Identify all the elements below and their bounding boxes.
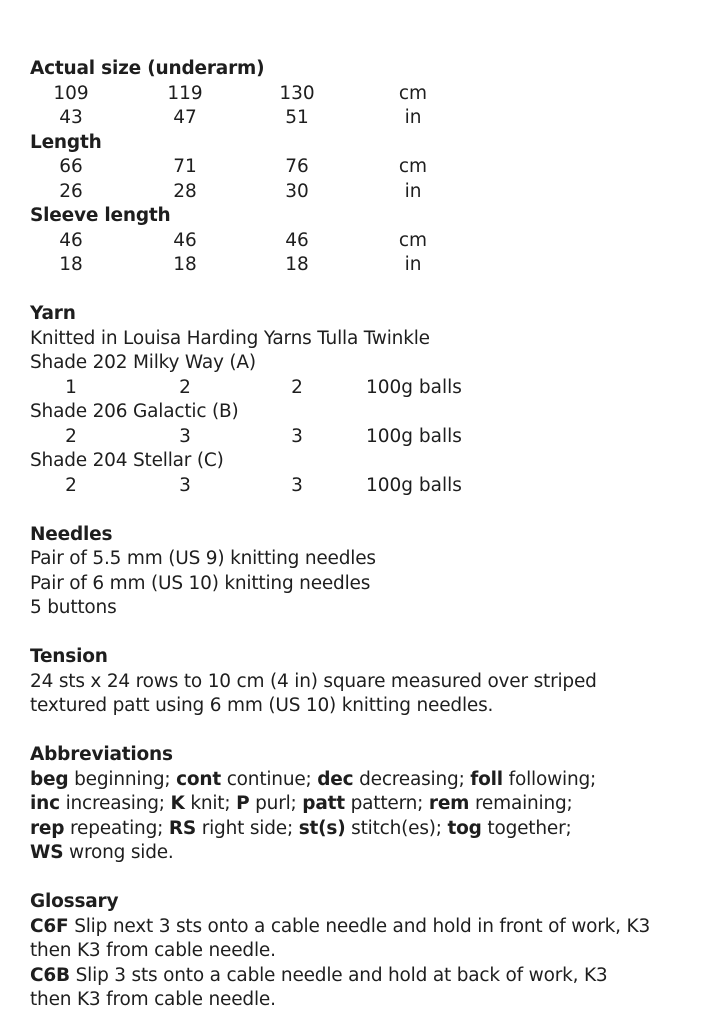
yarn-intro: Knitted in Louisa Harding Yarns Tulla Twinkle [30, 327, 430, 349]
abbr-def: decreasing; [359, 768, 465, 790]
size-value: 26 [59, 180, 83, 202]
size-value: 130 [279, 82, 315, 104]
shade-name: Shade 202 Milky Way (A) [30, 352, 256, 373]
size-value: 28 [173, 180, 197, 202]
ball-unit: 100g balls [366, 474, 462, 496]
underarm-heading: Actual size (underarm) [30, 58, 265, 79]
abbreviations-line [30, 768, 710, 793]
abbr-def: stitch(es); [351, 817, 442, 839]
abbr-def: continue; [226, 768, 312, 790]
size-value: 30 [285, 180, 309, 202]
ball-count: 1 [65, 376, 77, 398]
length-in-row [30, 180, 710, 205]
glossary-term: C6B [30, 964, 70, 986]
length-cm-row [30, 155, 710, 180]
underarm-in-row [30, 106, 710, 131]
abbr-term: tog [447, 817, 482, 839]
unit-label: cm [398, 156, 428, 177]
underarm-cm-row [30, 82, 710, 107]
glossary-def: Slip 3 sts onto a cable needle and hold at back of work, K3 [75, 964, 608, 986]
unit-label: in [404, 254, 422, 275]
tension-line: textured patt using 6 mm (US 10) knitting needles. [30, 695, 494, 716]
size-value: 47 [173, 107, 197, 128]
abbr-def: pattern; [350, 793, 424, 814]
needles-line: Pair of 5.5 mm (US 9) knitting needles [30, 548, 376, 569]
abbr-def: purl; [255, 793, 297, 814]
size-value: 46 [173, 229, 197, 251]
abbr-term: WS [30, 842, 64, 863]
size-value: 46 [59, 229, 83, 251]
sleeve-in-row [30, 253, 710, 278]
abbr-def: wrong side. [69, 842, 174, 863]
yarn-heading: Yarn [30, 303, 76, 324]
abbr-def: right side; [201, 817, 293, 839]
page-corner-decoration [494, 0, 724, 6]
size-value: 66 [59, 156, 83, 177]
size-value: 18 [173, 254, 197, 275]
unit-label: cm [398, 82, 428, 104]
needles-heading: Needles [30, 523, 113, 545]
size-value: 46 [285, 229, 309, 251]
shade-name: Shade 204 Stellar (C) [30, 450, 224, 471]
size-value: 18 [59, 254, 83, 275]
glossary-line [30, 964, 710, 989]
abbr-def: remaining; [474, 793, 573, 814]
pattern-info-page [30, 57, 710, 1013]
ball-count: 2 [179, 376, 191, 398]
abbreviations-line [30, 817, 710, 842]
abbr-term: P [236, 793, 250, 814]
abbr-def: together; [487, 817, 572, 839]
abbr-term: cont [176, 768, 222, 790]
ball-count: 3 [179, 425, 191, 447]
abbr-term: inc [30, 793, 60, 814]
size-value: 43 [59, 107, 83, 128]
needles-line: Pair of 6 mm (US 10) knitting needles [30, 572, 371, 594]
abbreviations-line [30, 841, 710, 866]
unit-label: in [404, 180, 422, 202]
ball-count: 3 [291, 425, 303, 447]
glossary-term: C6F [30, 915, 69, 937]
shade-counts-row [30, 376, 710, 401]
unit-label: cm [398, 229, 428, 251]
size-value: 119 [167, 82, 203, 104]
abbr-term: st(s) [298, 817, 346, 839]
abbr-def: knit; [190, 793, 231, 814]
abbr-term: patt [302, 793, 345, 814]
sleeve-cm-row [30, 229, 710, 254]
abbr-term: rem [428, 793, 470, 814]
abbreviations-heading: Abbreviations [30, 744, 173, 765]
glossary-line: then K3 from cable needle. [30, 940, 276, 961]
abbr-def: following; [508, 768, 597, 790]
glossary-line [30, 915, 710, 940]
glossary-heading: Glossary [30, 891, 119, 912]
size-value: 76 [285, 156, 309, 177]
abbr-term: beg [30, 768, 69, 790]
abbr-term: rep [30, 817, 65, 839]
ball-count: 2 [65, 425, 77, 447]
abbr-def: increasing; [65, 793, 165, 814]
sleeve-heading: Sleeve length [30, 205, 171, 226]
size-value: 71 [173, 156, 197, 177]
shade-counts-row [30, 425, 710, 450]
ball-count: 2 [65, 474, 77, 496]
tension-line: 24 sts x 24 rows to 10 cm (4 in) square measured over striped [30, 670, 597, 692]
needles-line: 5 buttons [30, 597, 117, 618]
shade-name: Shade 206 Galactic (B) [30, 401, 239, 422]
ball-count: 3 [291, 474, 303, 496]
ball-unit: 100g balls [366, 376, 462, 398]
ball-count: 2 [291, 376, 303, 398]
glossary-line: then K3 from cable needle. [30, 989, 276, 1010]
size-value: 51 [285, 107, 309, 128]
ball-unit: 100g balls [366, 425, 462, 447]
abbr-def: beginning; [74, 768, 171, 790]
glossary-def: Slip next 3 sts onto a cable needle and hold in front of work, K3 [74, 915, 651, 937]
length-heading: Length [30, 131, 102, 153]
shade-counts-row [30, 474, 710, 499]
tension-heading: Tension [30, 646, 108, 667]
abbr-term: RS [168, 817, 197, 839]
size-value: 18 [285, 254, 309, 275]
unit-label: in [404, 107, 422, 128]
abbr-def: repeating; [70, 817, 164, 839]
abbr-term: K [170, 793, 185, 814]
size-value: 109 [53, 82, 89, 104]
abbr-term: dec [317, 768, 354, 790]
abbreviations-line [30, 792, 710, 817]
abbr-term: foll [470, 768, 503, 790]
ball-count: 3 [179, 474, 191, 496]
